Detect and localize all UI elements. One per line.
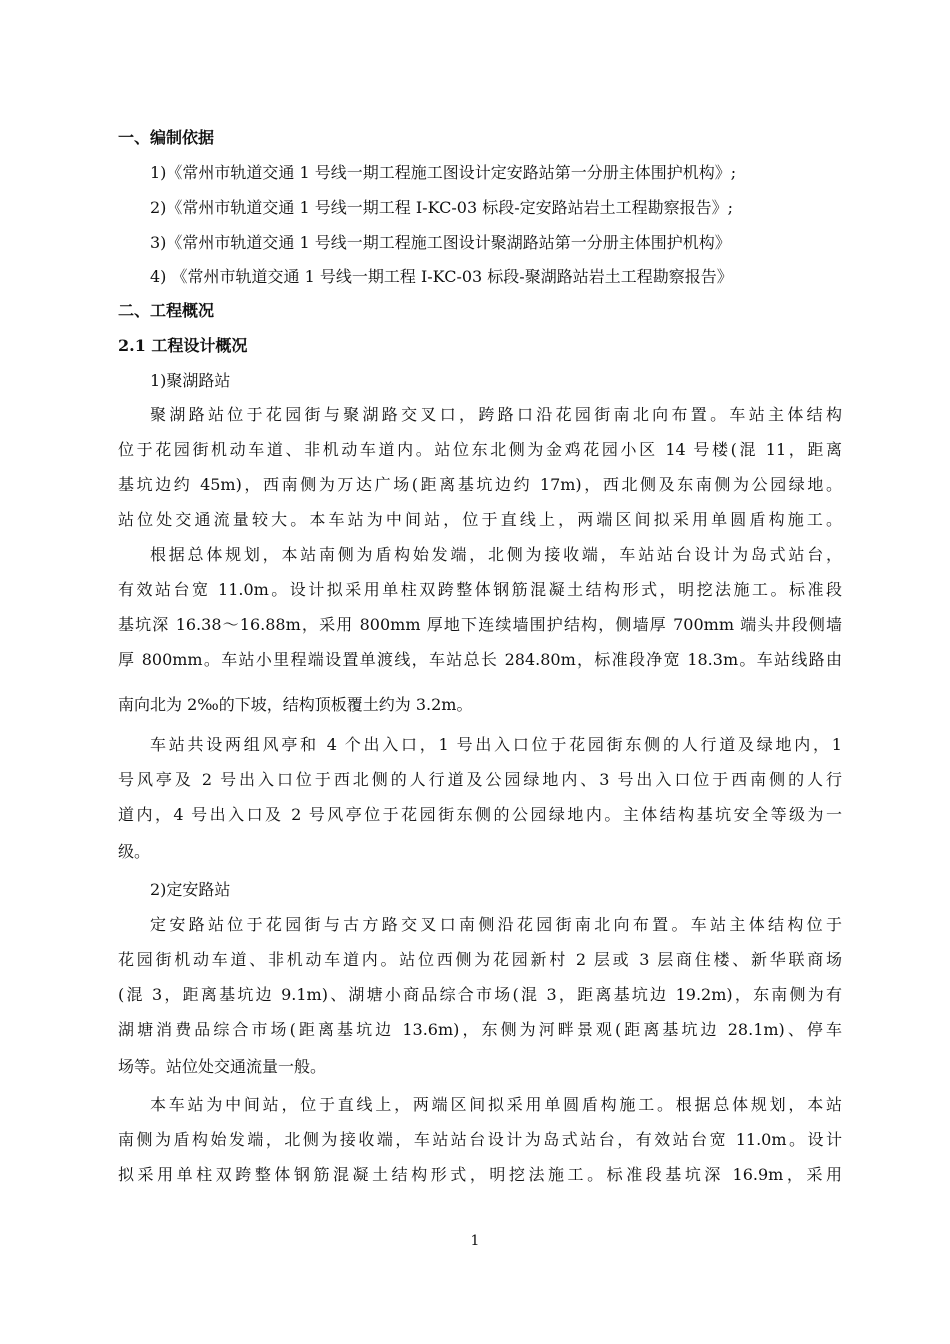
paragraph-line: 位于花园街机动车道、非机动车道内。站位东北侧为金鸡花园小区 14 号楼(混 11，距离 xyxy=(118,440,842,459)
paragraph-line: 南向北为 2‰的下坡，结构顶板覆土约为 3.2m。 xyxy=(118,695,473,714)
subsection-heading-design: 2.1 工程设计概况 xyxy=(118,336,248,355)
reference-item: 4) 《常州市轨道交通 1 号线一期工程 I-KC-03 标段-聚湖路站岩土工程勘察报告》 xyxy=(150,267,733,286)
reference-item: 2)《常州市轨道交通 1 号线一期工程 I-KC-03 标段-定安路站岩土工程勘察报告》; xyxy=(150,198,734,217)
paragraph-line: 有效站台宽 11.0m。设计拟采用单柱双跨整体钢筋混凝土结构形式，明挖法施工。标准段 xyxy=(118,580,842,599)
paragraph-line: 南侧为盾构始发端，北侧为接收端，车站站台设计为岛式站台，有效站台宽 11.0m。设计 xyxy=(118,1130,842,1149)
paragraph-line: 道内，4 号出入口及 2 号风亭位于花园街东侧的公园绿地内。主体结构基坑安全等级为一 xyxy=(118,805,842,824)
page-number: 1 xyxy=(470,1233,480,1249)
section-heading-overview: 二、工程概况 xyxy=(118,301,215,320)
reference-item: 3)《常州市轨道交通 1 号线一期工程施工图设计聚湖路站第一分册主体围护机构》 xyxy=(150,233,731,252)
paragraph-line: 本车站为中间站，位于直线上，两端区间拟采用单圆盾构施工。根据总体规划，本站 xyxy=(150,1095,842,1114)
paragraph-line: 聚湖路站位于花园街与聚湖路交叉口，跨路口沿花园街南北向布置。车站主体结构 xyxy=(150,405,842,424)
paragraph-line: 车站共设两组风亭和 4 个出入口，1 号出入口位于花园街东侧的人行道及绿地内，1 xyxy=(150,735,842,754)
paragraph-line: 定安路站位于花园街与古方路交叉口南侧沿花园街南北向布置。车站主体结构位于 xyxy=(150,915,842,934)
paragraph-line: 级。 xyxy=(118,842,151,861)
paragraph-line: 站位处交通流量较大。本车站为中间站，位于直线上，两端区间拟采用单圆盾构施工。 xyxy=(118,510,842,529)
paragraph-line: 花园街机动车道、非机动车道内。站位西侧为花园新村 2 层或 3 层商住楼、新华联商场 xyxy=(118,950,842,969)
section-heading-basis: 一、编制依据 xyxy=(118,128,215,147)
station-title-juhu: 1)聚湖路站 xyxy=(150,371,231,390)
paragraph-line: 湖塘消费品综合市场(距离基坑边 13.6m)，东侧为河畔景观(距离基坑边 28.1m)、停车 xyxy=(118,1020,842,1039)
paragraph-line: 号风亭及 2 号出入口位于西北侧的人行道及公园绿地内、3 号出入口位于西南侧的人行 xyxy=(118,770,842,789)
paragraph-line: 基坑边约 45m)，西南侧为万达广场(距离基坑边约 17m)，西北侧及东南侧为公园绿地。 xyxy=(118,475,842,494)
paragraph-line: (混 3，距离基坑边 9.1m)、湖塘小商品综合市场(混 3，距离基坑边 19.2m)，东南侧为有 xyxy=(118,985,842,1004)
paragraph-line: 厚 800mm。车站小里程端设置单渡线，车站总长 284.80m，标准段净宽 18.3m。车站线路由 xyxy=(118,650,842,669)
reference-item: 1)《常州市轨道交通 1 号线一期工程施工图设计定安路站第一分册主体围护机构》; xyxy=(150,163,737,182)
paragraph-line: 场等。站位处交通流量一般。 xyxy=(118,1057,327,1076)
paragraph-line: 根据总体规划，本站南侧为盾构始发端，北侧为接收端，车站站台设计为岛式站台， xyxy=(150,545,842,564)
paragraph-line: 拟采用单柱双跨整体钢筋混凝土结构形式，明挖法施工。标准段基坑深 16.9m，采用 xyxy=(118,1165,842,1184)
station-title-dingan: 2)定安路站 xyxy=(150,880,231,899)
paragraph-line: 基坑深 16.38～16.88m，采用 800mm 厚地下连续墙围护结构，侧墙厚 700mm 端头井段侧墙 xyxy=(118,615,842,634)
